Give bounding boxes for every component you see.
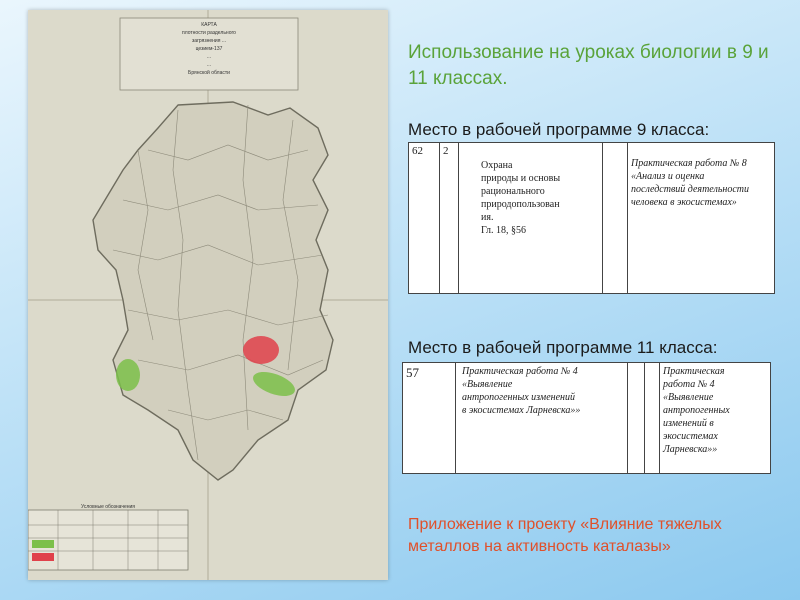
empty-cell (603, 143, 628, 294)
practical-work-9: Практическая работа № 8 «Анализ и оценка последствий деятельности человека в экосистемах» (628, 143, 775, 294)
map-title-line: плотности раздельного (182, 30, 236, 36)
appendix-note: Приложение к проекту «Влияние тяжелых металлов на активность каталазы» (408, 516, 722, 555)
practical-work-11a: Практическая работа № 4 «Выявление антропогенных изменений в экосистемах Ларневска»» (456, 363, 628, 474)
map-title-line: цезием-137 (195, 46, 223, 52)
program-table-11 (402, 362, 771, 474)
map-legend-title: Условные обозначения (80, 504, 136, 510)
map-title-line: загрязнения ... (192, 38, 226, 44)
lesson-hours: 2 (440, 143, 459, 294)
map-title-line: КАРТА (201, 22, 217, 28)
section-11-label: Место в рабочей программе 11 класса: (408, 338, 718, 357)
lesson-topic-cell (459, 143, 603, 294)
lesson-topic: Охрана природы и основы рационального природопользован ия. (481, 160, 561, 223)
table-row (409, 143, 775, 294)
map-title-line: Брянской области (188, 70, 230, 76)
contamination-map-photo (28, 10, 388, 580)
empty-cell (645, 363, 660, 474)
section-9-label: Место в рабочей программе 9 класса: (408, 120, 710, 139)
map-drawing (28, 10, 388, 580)
lesson-number: 62 (409, 143, 440, 294)
lesson-number: 57 (403, 363, 456, 474)
slide-heading: Использование на уроках биологии в 9 и 11 классах. (408, 42, 769, 89)
zone-green-west (116, 359, 140, 391)
map-title-line: ... (206, 54, 212, 60)
empty-cell (628, 363, 645, 474)
table-row (403, 363, 771, 474)
zone-red (243, 336, 279, 364)
map-title-line: ... (206, 62, 212, 68)
practical-work-11b: Практическая работа № 4 «Выявление антропогенных изменений в экосистемах Ларневска»» (660, 363, 771, 474)
program-table-9 (408, 142, 775, 294)
lesson-reference: Гл. 18, §56 (481, 225, 527, 236)
